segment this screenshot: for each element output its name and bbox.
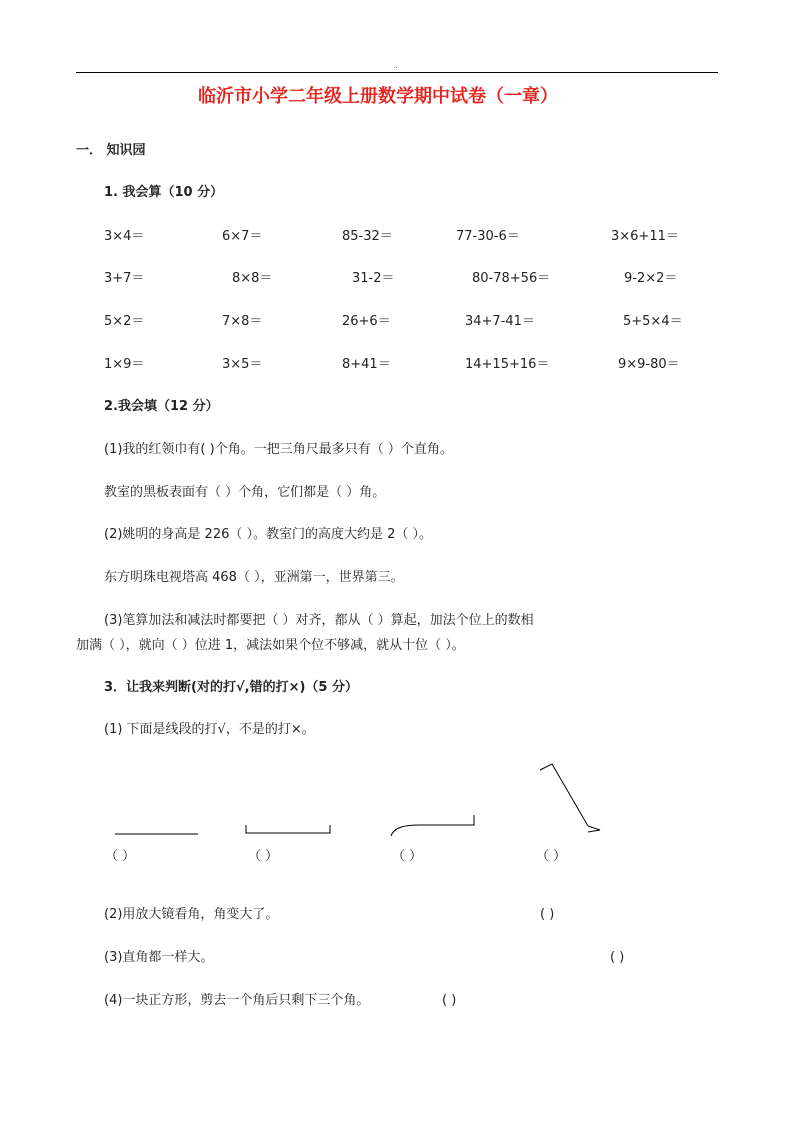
- calc-item: 9×9-80＝: [618, 357, 680, 372]
- figure-paren: （ ）: [105, 849, 136, 864]
- calc-item: 14+15+16＝: [465, 357, 550, 372]
- calc-item: 8×8＝: [232, 271, 273, 286]
- calc-item: 5×2＝: [104, 314, 145, 329]
- judge-q3: (3)直角都一样大。: [104, 950, 214, 965]
- fill-line: (3)笔算加法和减法时都要把（ ）对齐，都从（ ）算起，加法个位上的数相: [104, 613, 534, 628]
- figure-curve: [391, 815, 474, 836]
- part2-heading: 2.我会填（12 分）: [104, 399, 219, 414]
- calc-item: 8+41＝: [342, 357, 391, 372]
- fill-line: 教室的黑板表面有（ ）个角，它们都是（ ）角。: [104, 485, 386, 500]
- calc-item: 80-78+56＝: [472, 271, 551, 286]
- fill-line: (1)我的红领巾有( )个角。一把三角尺最多只有（ ）个直角。: [104, 442, 453, 457]
- calc-item: 3×4＝: [104, 229, 145, 244]
- header-dots: ..: [393, 61, 399, 70]
- section-heading: 一． 知识园: [76, 143, 146, 158]
- judge-q2: (2)用放大镜看角，角变大了。: [104, 907, 279, 922]
- figure-paren: （ ）: [536, 849, 567, 864]
- calc-item: 3×6+11＝: [611, 229, 679, 244]
- calc-item: 6×7＝: [222, 229, 263, 244]
- calc-item: 3×5＝: [222, 357, 263, 372]
- fill-line: 加满（ ），就向（ ）位进 1，减法如果个位不够减，就从十位（ ）。: [76, 638, 465, 653]
- page-title: 临沂市小学二年级上册数学期中试卷（一章）: [198, 86, 558, 107]
- part1-heading: 1. 我会算（10 分）: [104, 185, 224, 200]
- figure-bracket: [246, 825, 330, 833]
- calc-item: 7×8＝: [222, 314, 263, 329]
- calc-item: 34+7-41＝: [465, 314, 535, 329]
- calc-item: 77-30-6＝: [456, 229, 520, 244]
- calc-item: 3+7＝: [104, 271, 145, 286]
- judge-q2-paren: ( ): [540, 907, 555, 922]
- judge-q1: (1) 下面是线段的打√，不是的打×。: [104, 722, 315, 737]
- calc-item: 1×9＝: [104, 357, 145, 372]
- calc-item: 9-2×2＝: [624, 271, 678, 286]
- part3-heading: 3．让我来判断(对的打√,错的打×)（5 分）: [104, 680, 359, 695]
- judge-q4: (4)一块正方形，剪去一个角后只剩下三个角。: [104, 993, 370, 1008]
- judge-q4-paren: ( ): [442, 993, 457, 1008]
- fill-line: 东方明珠电视塔高 468（ ），亚洲第一，世界第三。: [104, 570, 404, 585]
- calc-item: 26+6＝: [342, 314, 391, 329]
- figure-paren: （ ）: [392, 849, 423, 864]
- fill-line: (2)姚明的身高是 226（ ）。教室门的高度大约是 2（ ）。: [104, 527, 433, 542]
- figure-paren: （ ）: [248, 849, 279, 864]
- calc-item: 5+5×4＝: [623, 314, 683, 329]
- calc-item: 85-32＝: [342, 229, 393, 244]
- calc-item: 31-2＝: [352, 271, 395, 286]
- judge-q3-paren: ( ): [610, 950, 625, 965]
- figure-angle: [540, 764, 600, 832]
